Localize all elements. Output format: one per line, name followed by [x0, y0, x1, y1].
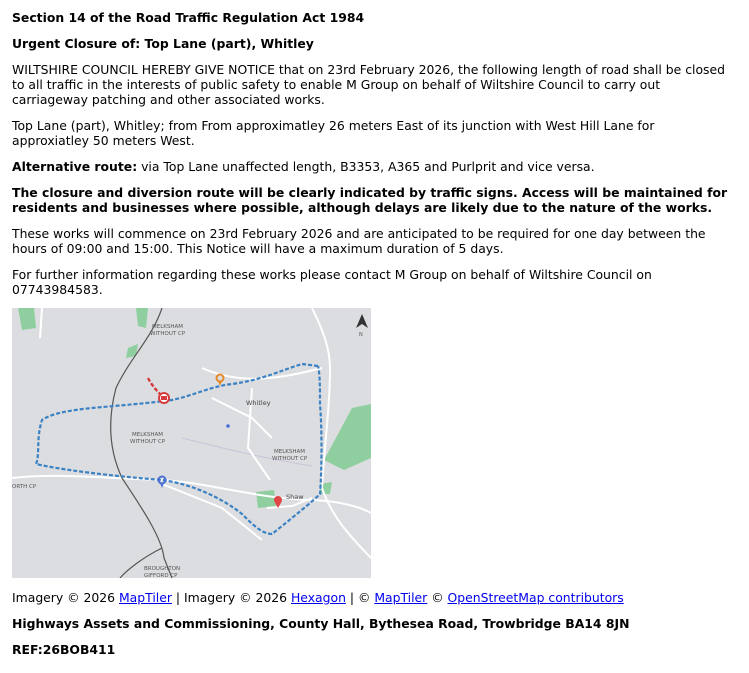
attribution-text: | Imagery © 2026 — [171, 590, 291, 605]
closure-location: Top Lane (part), Whitley; from From approximatley 26 meters East of its junction with West Hill Lane for approxiatley 50 meters West. — [12, 118, 655, 148]
map-label: WITHOUT CP — [272, 456, 308, 462]
closure-marker-icon — [159, 393, 169, 403]
map-green-area — [324, 404, 371, 470]
notice-heading: Section 14 of the Road Traffic Regulation Act 1984 — [12, 10, 365, 25]
map-green-area — [256, 490, 276, 508]
map-label: MELKSHAM — [274, 449, 306, 455]
blue-pin-icon — [159, 477, 166, 489]
maptiler-link[interactable]: MapTiler — [118, 590, 172, 605]
closure-title: Urgent Closure of: Top Lane (part), Whitley — [12, 36, 314, 51]
maptiler-copyright-link[interactable]: MapTiler — [374, 590, 428, 605]
map-label: N — [359, 332, 363, 338]
openstreetmap-link[interactable]: OpenStreetMap contributors — [447, 590, 624, 605]
attribution-text: © — [427, 590, 448, 605]
closure-segment — [148, 378, 162, 396]
signage-note: The closure and diversion route will be clearly indicated by traffic signs. Access will be maintained for residents and businesses where possible, although delays are likely due to the nature of the works. — [12, 185, 728, 215]
orange-pin-icon — [217, 375, 224, 387]
map-label: WITHOUT CP — [150, 331, 186, 337]
attribution-text: | © — [345, 590, 375, 605]
map-label: Whitley — [246, 399, 271, 407]
alternative-route-text: via Top Lane unaffected length, B3353, A365 and Purlprit and vice versa. — [137, 159, 595, 174]
footer-address: Highways Assets and Commissioning, County Hall, Bythesea Road, Trowbridge BA14 8JN — [12, 616, 630, 631]
map-label: WITHOUT CP — [130, 439, 166, 445]
map-label: ORTH CP — [12, 484, 37, 490]
contact-note: For further information regarding these works please contact M Group on behalf of Wiltshire Council on 07743984583. — [12, 267, 652, 297]
attribution-text: Imagery © 2026 — [12, 590, 119, 605]
north-arrow-icon — [356, 314, 368, 328]
map-labels — [12, 324, 363, 578]
map-green-area — [136, 308, 148, 328]
map-label: BROUGHTON — [144, 566, 181, 572]
map-graphic — [12, 308, 371, 578]
map-attribution — [12, 590, 734, 605]
timing-note: These works will commence on 23rd February 2026 and are anticipated to be required for one day between the hours of 09:00 and 15:00. This Notice will have a maximum duration of 5 days. — [12, 226, 706, 256]
map-green-area — [126, 344, 138, 358]
map-roads — [12, 308, 371, 558]
map-label: GIFFORD CP — [144, 573, 178, 578]
map-green-area — [18, 308, 36, 330]
map-label: Shaw — [286, 493, 304, 501]
notice-intro: WILTSHIRE COUNCIL HEREBY GIVE NOTICE that on 23rd February 2026, the following length of road shall be closed to all traffic in the interests of public safety to enable M Group on behalf of Wiltshire Council to carry out carriageway patching and other associated works. — [12, 62, 725, 107]
closure-map[interactable] — [12, 308, 371, 578]
map-label: MELKSHAM — [152, 324, 184, 330]
map-label: MELKSHAM — [132, 432, 164, 438]
hexagon-link[interactable]: Hexagon — [290, 590, 346, 605]
footer-reference: REF:26BOB411 — [12, 642, 116, 657]
alternative-route-label: Alternative route: — [12, 159, 138, 174]
map-point — [226, 424, 230, 428]
alternative-route — [12, 159, 734, 174]
